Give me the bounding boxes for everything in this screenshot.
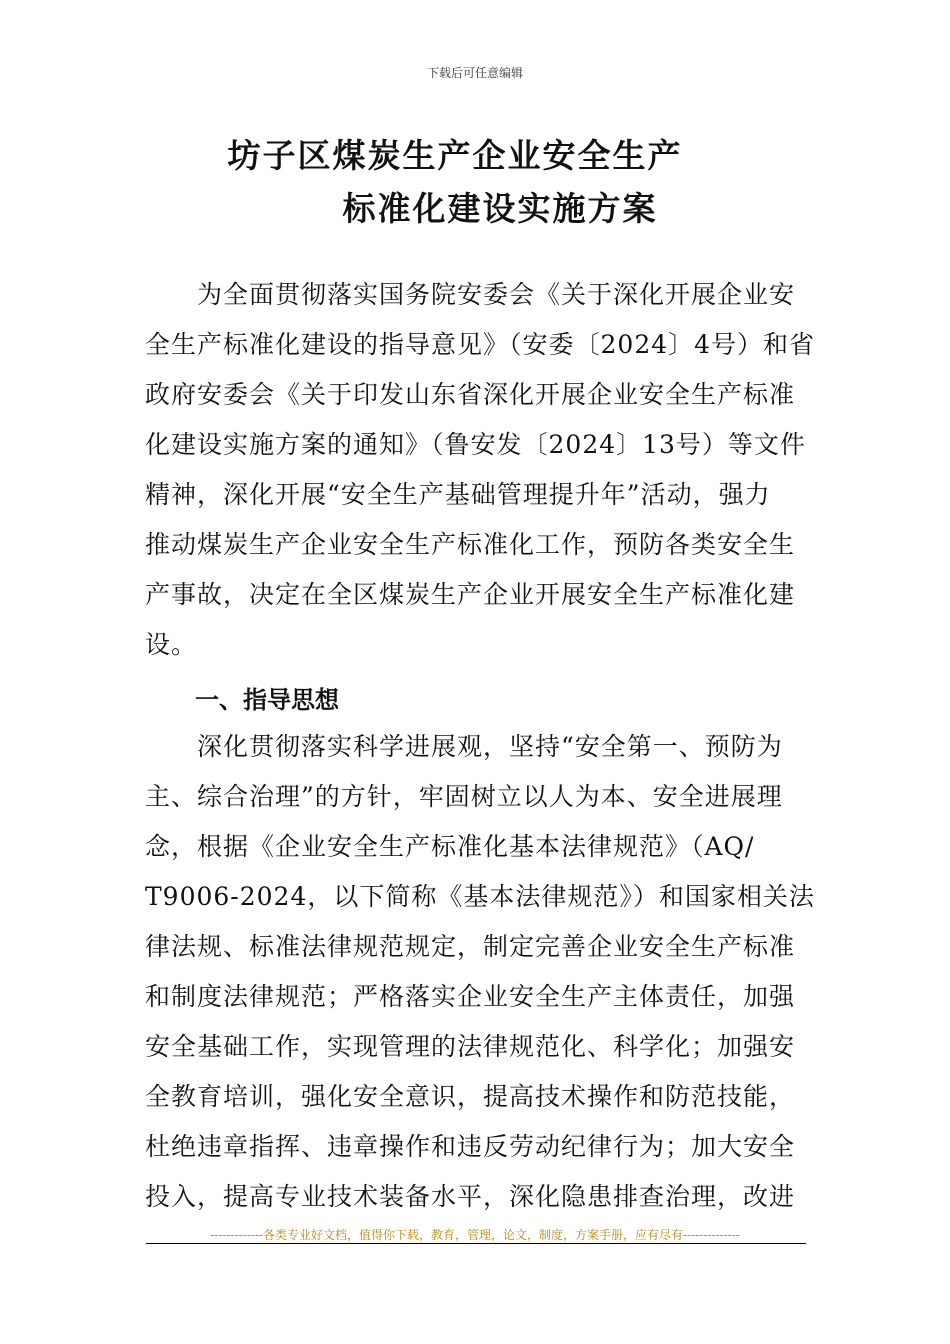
section-1-line: 安全基础工作，实现管理的法律规范化、科学化；加强安 [145,1032,796,1061]
document-title-line-1: 坊子区煤炭生产企业安全生产 [227,136,683,175]
intro-line: 精神，深化开展“安全生产基础管理提升年”活动，强力 [145,480,771,509]
section-1-line: 全教育培训，强化安全意识，提高技术操作和防范技能， [145,1082,796,1111]
footer-divider [146,1243,806,1244]
section-1-line: 念，根据《企业安全生产标准化基本法律规范》（AQ/ [145,832,755,861]
intro-line: 全生产标准化建设的指导意见》（安委〔2024〕4号）和省 [145,330,816,359]
section-heading-guiding-ideology: 一、指导思想 [195,686,339,714]
intro-paragraph [145,270,816,670]
section-1-line: 律法规、标准法律规范规定，制定完善企业安全生产标准 [145,932,796,961]
section-1-line: 主、综合治理”的方针，牢固树立以人为本、安全进展理 [145,782,783,811]
intro-line: 政府安委会《关于印发山东省深化开展企业安全生产标准 [145,380,796,409]
intro-line: 产事故，决定在全区煤炭生产企业开展安全生产标准化建 [145,580,796,609]
section-1-line: 深化贯彻落实科学进展观，坚持“安全第一、预防为 [145,732,783,761]
intro-line: 推动煤炭生产企业安全生产标准化工作，预防各类安全生 [145,530,796,559]
intro-line: 化建设实施方案的通知》（鲁安发〔2024〕13号）等文件 [145,430,806,459]
section-1-line: 投入，提高专业技术装备水平，深化隐患排查治理，改进 [145,1182,796,1211]
page-header-note: 下载后可任意编辑 [426,66,523,80]
document-title-line-2: 标准化建设实施方案 [342,189,658,228]
intro-line: 设。 [145,630,198,659]
section-1-line: 杜绝违章指挥、违章操作和违反劳动纪律行为；加大安全 [145,1132,796,1161]
intro-line: 为全面贯彻落实国务院安委会《关于深化开展企业安 [145,280,796,309]
section-1-line: T9006-2024，以下简称《基本法律规范》）和国家相关法 [145,882,815,911]
section-1-paragraph [145,722,815,1222]
section-1-line: 和制度法律规范；严格落实企业安全生产主体责任，加强 [145,982,796,1011]
footer-banner: -------------各类专业好文档，值得你下载，教育，管理，论文，制度，方案手册，应有尽有-------------- [210,1228,740,1242]
